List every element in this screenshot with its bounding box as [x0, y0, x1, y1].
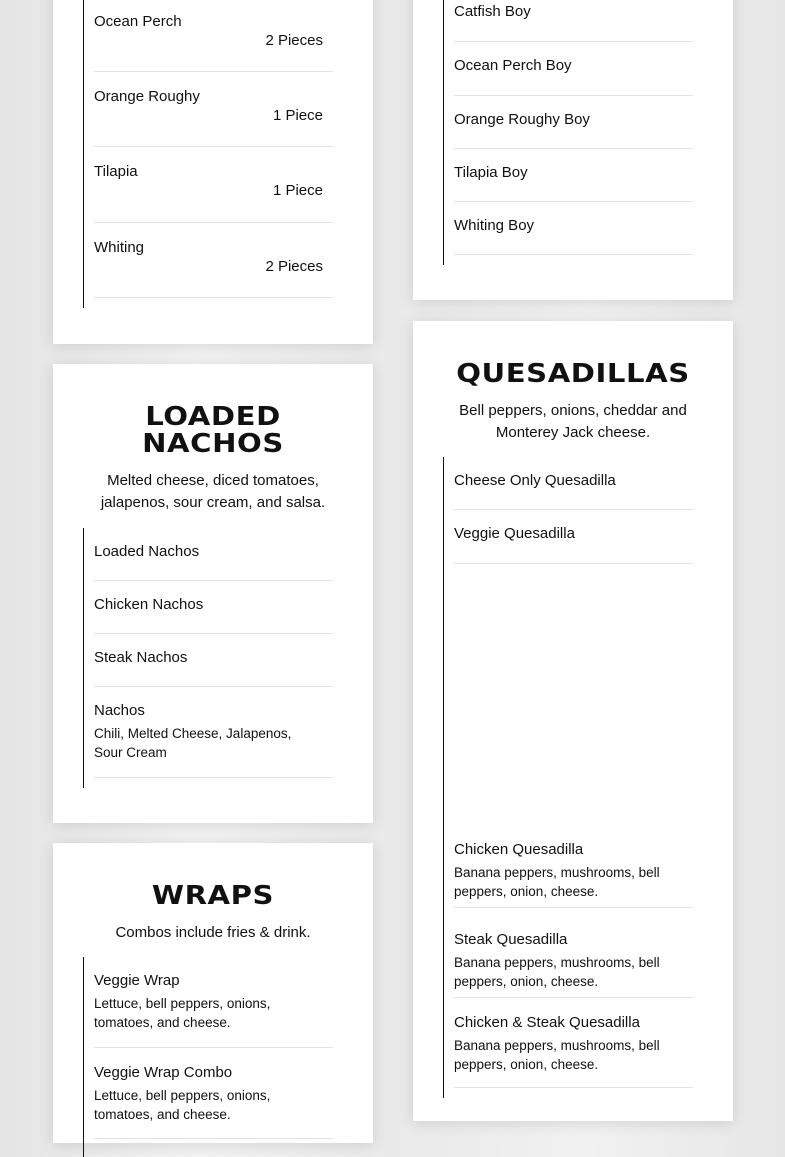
menu-item-description: Banana peppers, mushrooms, bell peppers, onion, cheese. [454, 955, 660, 989]
menu-item-description: Chili, Melted Cheese, Jalapenos, Sour Cream [94, 726, 292, 760]
section-title [34, 404, 392, 458]
menu-item[interactable] [454, 149, 693, 202]
menu-item[interactable] [454, 457, 693, 510]
fish-pieces-card [53, 0, 373, 344]
menu-item[interactable] [454, 510, 693, 564]
menu-item-name: Loaded Nachos [94, 543, 200, 560]
menu-item-name: Chicken Nachos [94, 596, 204, 613]
quesadillas-card [413, 321, 733, 1121]
menu-item-description: Banana peppers, mushrooms, bell peppers, onion, cheese. [454, 1038, 660, 1072]
menu-item-name: Chicken & Steak Quesadilla [454, 1014, 640, 1031]
section-title-line: NACHOS [142, 429, 284, 459]
menu-item-name: Veggie Quesadilla [454, 525, 575, 542]
menu-item[interactable] [454, 0, 693, 42]
section-description: Combos include fries & drink. [115, 924, 311, 941]
menu-item-name: Tilapia [94, 163, 138, 180]
menu-item[interactable] [94, 1048, 333, 1139]
menu-item-name: Veggie Wrap Combo [94, 1064, 233, 1081]
menu-item[interactable] [94, 581, 333, 634]
fish-pieces-list [83, 0, 333, 308]
blank-gap [444, 564, 693, 826]
section-title-line: LOADED [145, 402, 281, 432]
menu-item-description: Lettuce, bell peppers, onions, tomatoes, and cheese. [94, 996, 271, 1030]
menu-item-name: Steak Nachos [94, 649, 188, 666]
menu-item-quantity: 2 Pieces [265, 258, 323, 275]
menu-item[interactable] [454, 826, 693, 908]
menu-item[interactable] [454, 42, 693, 96]
menu-item-quantity: 1 Piece [272, 107, 323, 124]
menu-item[interactable] [454, 998, 693, 1088]
menu-item-name: Steak Quesadilla [454, 931, 568, 948]
menu-item-description: Lettuce, bell peppers, onions, tomatoes, and cheese. [94, 1088, 271, 1122]
menu-item-name: Whiting Boy [454, 217, 535, 234]
menu-item-name: Ocean Perch Boy [454, 57, 572, 74]
menu-item[interactable] [94, 72, 333, 147]
menu-item-name: Veggie Wrap [94, 972, 180, 989]
loaded-nachos-card [53, 364, 373, 823]
nachos-list [83, 528, 333, 788]
wraps-card [53, 843, 373, 1143]
menu-item[interactable] [94, 147, 333, 223]
boy-sandwiches-card [413, 0, 733, 300]
menu-item-name: Whiting [94, 239, 145, 256]
menu-item-name: Catfish Boy [454, 3, 531, 20]
menu-item-quantity: 2 Pieces [265, 32, 323, 49]
menu-item[interactable] [454, 202, 693, 255]
menu-item[interactable] [94, 957, 333, 1048]
quesadillas-list [443, 457, 693, 1098]
menu-item[interactable] [94, 687, 333, 778]
menu-item[interactable] [454, 96, 693, 149]
menu-item[interactable] [94, 223, 333, 298]
menu-item-name: Orange Roughy [94, 88, 200, 105]
menu-item-name: Orange Roughy Boy [454, 111, 590, 128]
section-description: Melted cheese, diced tomatoes, jalapenos, sour cream, and salsa. [100, 472, 326, 511]
menu-item-name: Tilapia Boy [454, 164, 528, 181]
section-title: QUESADILLAS [456, 359, 690, 389]
menu-item-quantity: 1 Piece [272, 182, 323, 199]
menu-item-name: Cheese Only Quesadilla [454, 472, 616, 489]
menu-item[interactable] [94, 0, 333, 72]
menu-item-name: Chicken Quesadilla [454, 841, 584, 858]
menu-item-description: Banana peppers, mushrooms, bell peppers, onion, cheese. [454, 865, 660, 899]
menu-item-name: Nachos [94, 702, 145, 719]
menu-item[interactable] [454, 908, 693, 998]
menu-item[interactable] [94, 634, 333, 687]
wraps-list [83, 957, 333, 1157]
menu-item[interactable] [94, 528, 333, 581]
section-description: Bell peppers, onions, cheddar and Monterey Jack cheese. [459, 402, 687, 441]
section-title: WRAPS [151, 881, 275, 911]
boy-sandwiches-list [443, 0, 693, 265]
menu-item-name: Ocean Perch [94, 13, 182, 30]
